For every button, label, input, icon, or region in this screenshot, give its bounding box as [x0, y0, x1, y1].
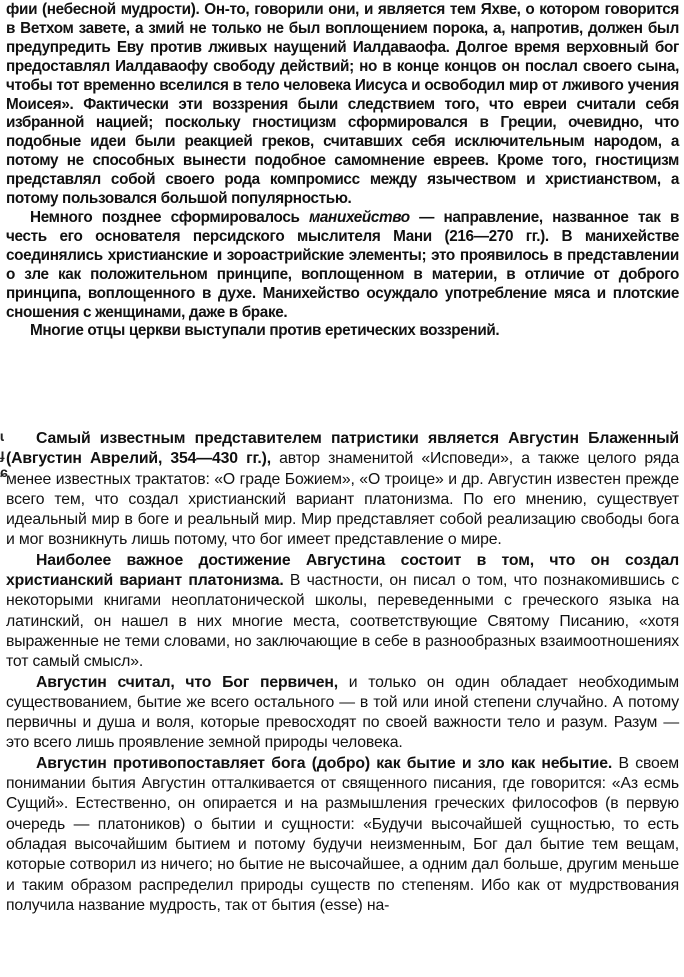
lower-text-section	[6, 429, 679, 916]
paragraph-gnosticism: фии (небесной мудрости). Он-то, говорили они, и является тем Яхве, о котором говорится в Ветхом завете, а змий не только не был воплощением порока, а, напротив, должен был предупредить Еву против лживых наущений Иалдаваофа. Долгое время верховный бог предоставлял Иалдаваофу свободу действий; но в конце концов он послал своего сына, чтобы тот временно вселился в тело человека Иисуса и освободил мир от лживого учения Моисея». Фактически эти воззрения были следствием того, что евреи считали себя избранной нацией; поскольку гностицизм сформировался в Греции, очевидно, что подобные идеи были реакцией греков, считавших себя исключительным народом, а потому не способных вынести подобное самомнение евреев. Кроме того, гностицизм представлял собой своего рода компромисс между язычеством и христианством, а потому пользовался большой популярностью.	[6, 1, 679, 208]
being-nonbeing-bold: Августин противопоставляет бога (добро) как бытие и зло как небытие.	[36, 754, 613, 772]
paragraph-church-fathers: Многие отцы церкви выступали против еретических воззрений.	[30, 322, 500, 340]
paragraph-augustine-intro	[6, 429, 679, 551]
term-manichaeism: манихейство	[308, 208, 410, 226]
paragraph-manichaeism	[6, 209, 679, 322]
augustine-intro-bold: Самый известным представителем патристики является Августин Блаженный (Августин Аврелий, 354—430 гг.),	[6, 430, 679, 468]
god-primary-text: и только он один обладает необходимым существованием, бытие же всего остального — в той или иной степени случайно. А потому первичны и душа и воля, которые превосходят по своей важности тело и разум. Разум — это всего лишь проявление земной природы человека.	[6, 673, 679, 752]
manichaeism-text: — направление, названное так в честь его основателя персидского мыслителя Мани (216—270 гг.). В манихействе соединялись христианские и зороастрийские элементы; это проявилось в представлении о зле как положительном принципе, воплощенном в материи, в отличие от доброго принципа, воплощенного в духе. Манихейство осуждало употребление мяса и плотские сношения с женщинами, даже в браке.	[6, 208, 680, 321]
paragraph-being-nonbeing	[6, 754, 679, 916]
being-nonbeing-text: В своем понимании бытия Августин отталкивается от священного писания, где говорится: «Аз есмь Сущий». Естественно, он опирается и на размышления греческих философов (в первую очередь — платоников) о бытии и сущности: «Будучи высочайшей сущностью, то есть обладая высочайшим бытием и потому будучи неизменным, Бог дал бытие тем вещам, которые сотворил из ничего; но бытие не высочайшее, а одним дал больше, другим меньше и таким образом распределил природы существ по степеням. Ибо как от мудрствования получила название мудрость, так от бытия (esse) на-	[6, 754, 679, 914]
manichaeism-intro: Немного позднее сформировалось	[30, 208, 309, 226]
platonism-bold: Наиболее важное достижение Августина состоит в том, что он создал христианский вариант платонизма.	[6, 551, 679, 590]
paragraph-augustine-platonism	[6, 551, 679, 673]
platonism-text: В частности, он писал о том, что познакомившись с некоторыми книгами неоплатонической школы, переведенными с греческого языка на латинский, он нашел в них многие места, соответствующие Святому Писанию, «хотя выраженные не теми словами, но заключающие в себе в разнообразных взаимоотношениях тот самый смысл».	[6, 572, 679, 671]
upper-text-section	[6, 1, 679, 341]
god-primary-bold: Августин считал, что Бог первичен,	[36, 673, 338, 691]
margin-mark: ɩ	[0, 428, 4, 444]
augustine-intro-text: автор знаменитой «Исповеди», а также целого ряда менее известных трактатов: «О граде Божием», «О троице» и др. Августин известен прежде всего тем, что создал христианский вариант платонизма. По его мнению, существует идеальный мир в боге и реальный мир. Мир представляет собой реализацию свободы бога и мог возникнуть лишь потому, что бог имеет представление о мире.	[6, 450, 679, 549]
margin-mark: ɕ	[0, 464, 8, 480]
paragraph-god-primary	[6, 673, 679, 754]
margin-mark: ɟ	[0, 446, 5, 462]
